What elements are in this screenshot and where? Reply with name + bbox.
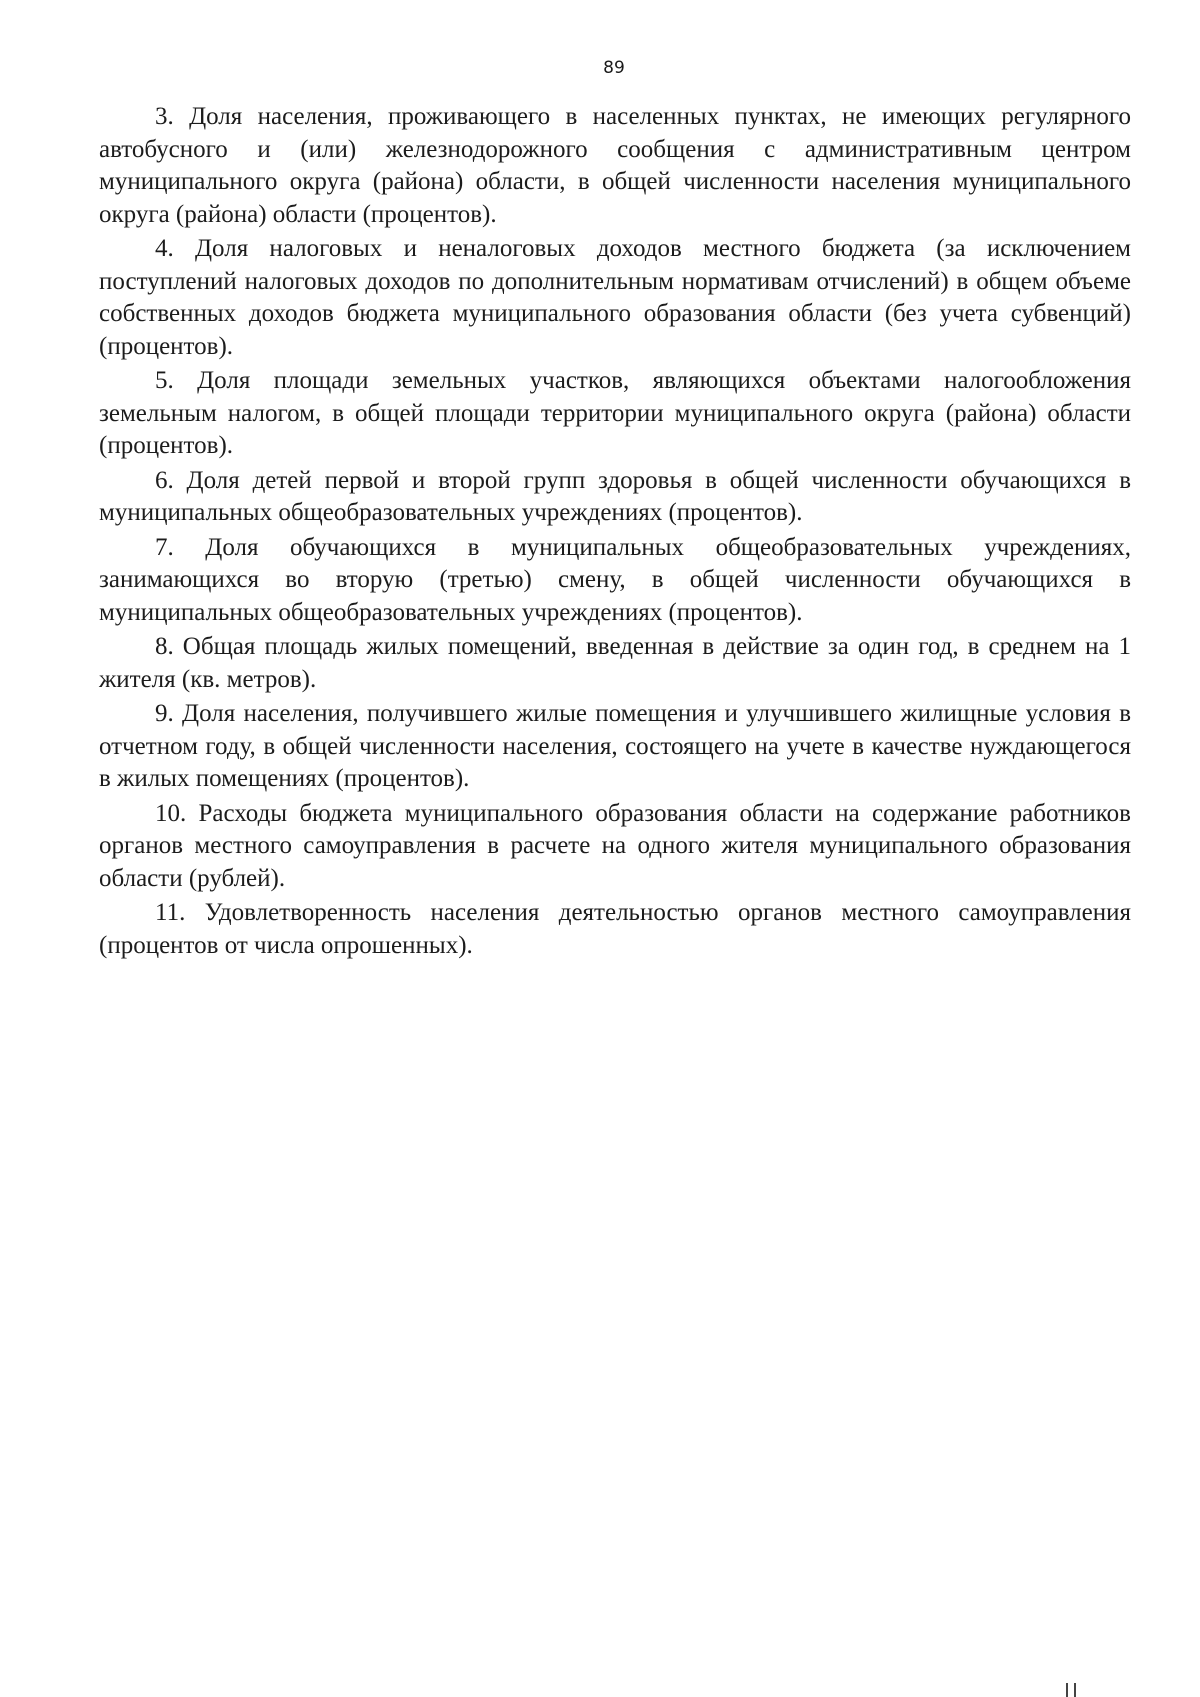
list-item-8: 8. Общая площадь жилых помещений, введенная в действие за один год, в среднем на 1 жителя (кв. метров).: [99, 633, 1131, 693]
list-item-11: 11. Удовлетворенность населения деятельностью органов местного самоуправления (процентов от числа опрошенных).: [99, 899, 1131, 959]
list-item-4: 4. Доля налоговых и неналоговых доходов местного бюджета (за исключением поступлений налоговых доходов по дополнительным нормативам отчислений) в общем объеме собственных доходов бюджета муниципального образования области (без учета субвенций) (процентов).: [99, 235, 1131, 360]
scan-corner-mark: [1064, 1683, 1080, 1697]
list-item-9: 9. Доля населения, получившего жилые помещения и улучшившего жилищные условия в отчетном году, в общей численности населения, состоящего на учете в качестве нуждающегося в жилых помещениях (процентов).: [99, 700, 1131, 792]
list-item-10: 10. Расходы бюджета муниципального образования области на содержание работников органов местного самоуправления в расчете на одного жителя муниципального образования области (рублей).: [99, 799, 1131, 892]
page-number: 89: [603, 58, 625, 78]
list-item-3: 3. Доля населения, проживающего в населенных пунктах, не имеющих регулярного автобусного и (или) железнодорожного сообщения с административным центром муниципального округа (района) области, в общей численности населения муниципального округа (района) области (процентов).: [99, 103, 1131, 228]
list-item-6: 6. Доля детей первой и второй групп здоровья в общей численности обучающихся в муниципальных общеобразовательных учреждениях (процентов).: [99, 466, 1131, 526]
indicator-list: [99, 101, 1131, 964]
list-item-7: 7. Доля обучающихся в муниципальных общеобразовательных учреждениях, занимающихся во вторую (третью) смену, в общей численности обучающихся в муниципальных общеобразовательных учреждениях (процентов).: [99, 533, 1131, 626]
list-item-5: 5. Доля площади земельных участков, являющихся объектами налогообложения земельным налогом, в общей площади территории муниципального округа (района) области (процентов).: [99, 367, 1131, 459]
